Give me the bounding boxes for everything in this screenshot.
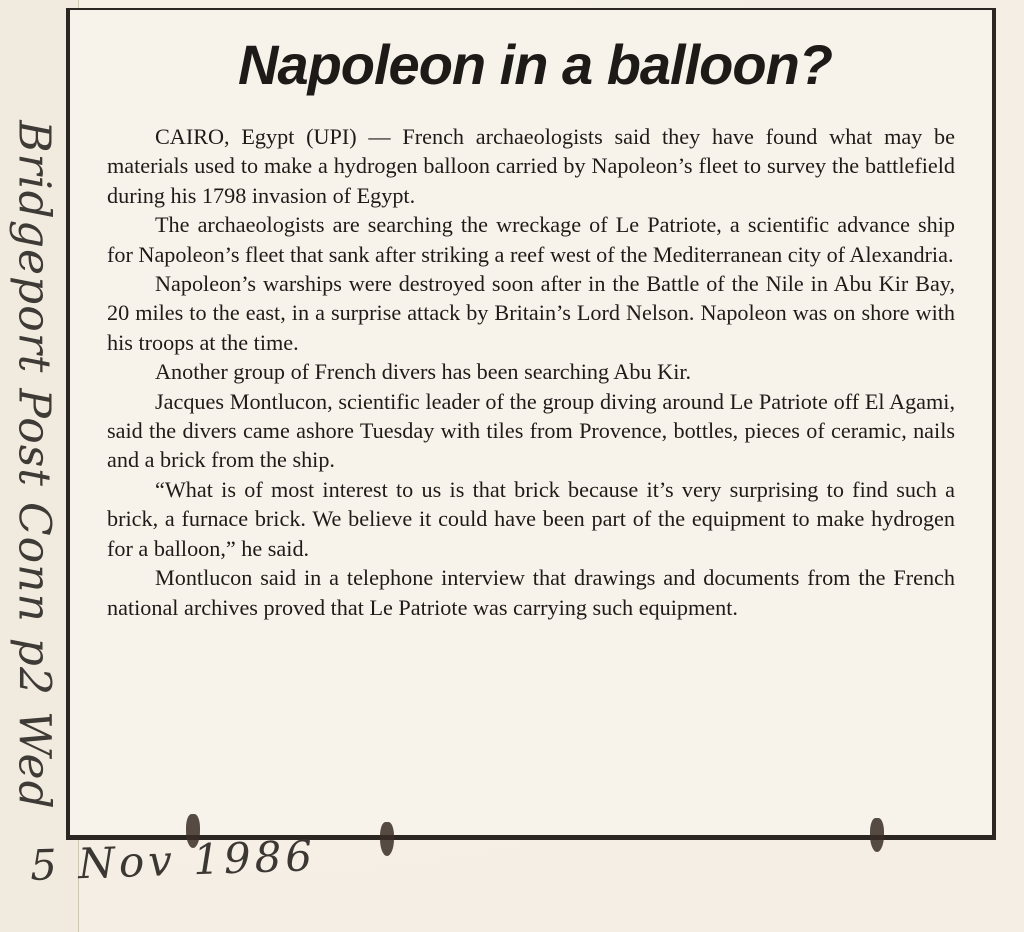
handwritten-date: 5 Nov 1986 bbox=[29, 831, 317, 890]
article-paragraph-3: Napoleon’s warships were destroyed soon after in the Battle of the Nile in Abu Kir Bay, 20 miles to the east, in a surprise attack by Britain’s Lord Nelson. Napoleon was on shore with his troops at the time. bbox=[107, 271, 955, 355]
article-paragraph-1: CAIRO, Egypt (UPI) — French archaeologists said they have found what may be materials used to make a hydrogen balloon carried by Napoleon’s fleet to survey the battlefield during his 1798 invasion of Egypt. bbox=[107, 124, 955, 208]
tape-tear-mark bbox=[380, 822, 394, 856]
article-paragraph-4: Another group of French divers has been searching Abu Kir. bbox=[155, 359, 692, 385]
tape-tear-mark bbox=[870, 818, 884, 852]
article-headline: Napoleon in a balloon? bbox=[238, 33, 832, 96]
article-paragraph-5: Jacques Montlucon, scientific leader of the group diving around Le Patriote off El Agami, said the divers came ashore Tuesday with tiles from Provence, bottles, pieces of ceramic, nails and a brick from the ship. bbox=[107, 388, 955, 473]
article-paragraph-6: “What is of most interest to us is that brick because it’s very surprising to find such a brick, a furnace brick. We believe it could have been part of the equipment to make hydrogen for a balloon,” he said. bbox=[107, 476, 955, 561]
article-paragraph-2: The archaeologists are searching the wreckage of Le Patriote, a scientific advance ship for Napoleon’s fleet that sank after striking a reef west of the Mediterranean city of Alexandria. bbox=[107, 212, 955, 267]
article-body bbox=[107, 122, 955, 622]
article-paragraph-7: Montlucon said in a telephone interview that drawings and documents from the French national archives proved that Le Patriote was carrying such equipment. bbox=[107, 565, 955, 620]
handwritten-source-note: Bridgeport Post Conn p2 Wed bbox=[8, 120, 60, 810]
